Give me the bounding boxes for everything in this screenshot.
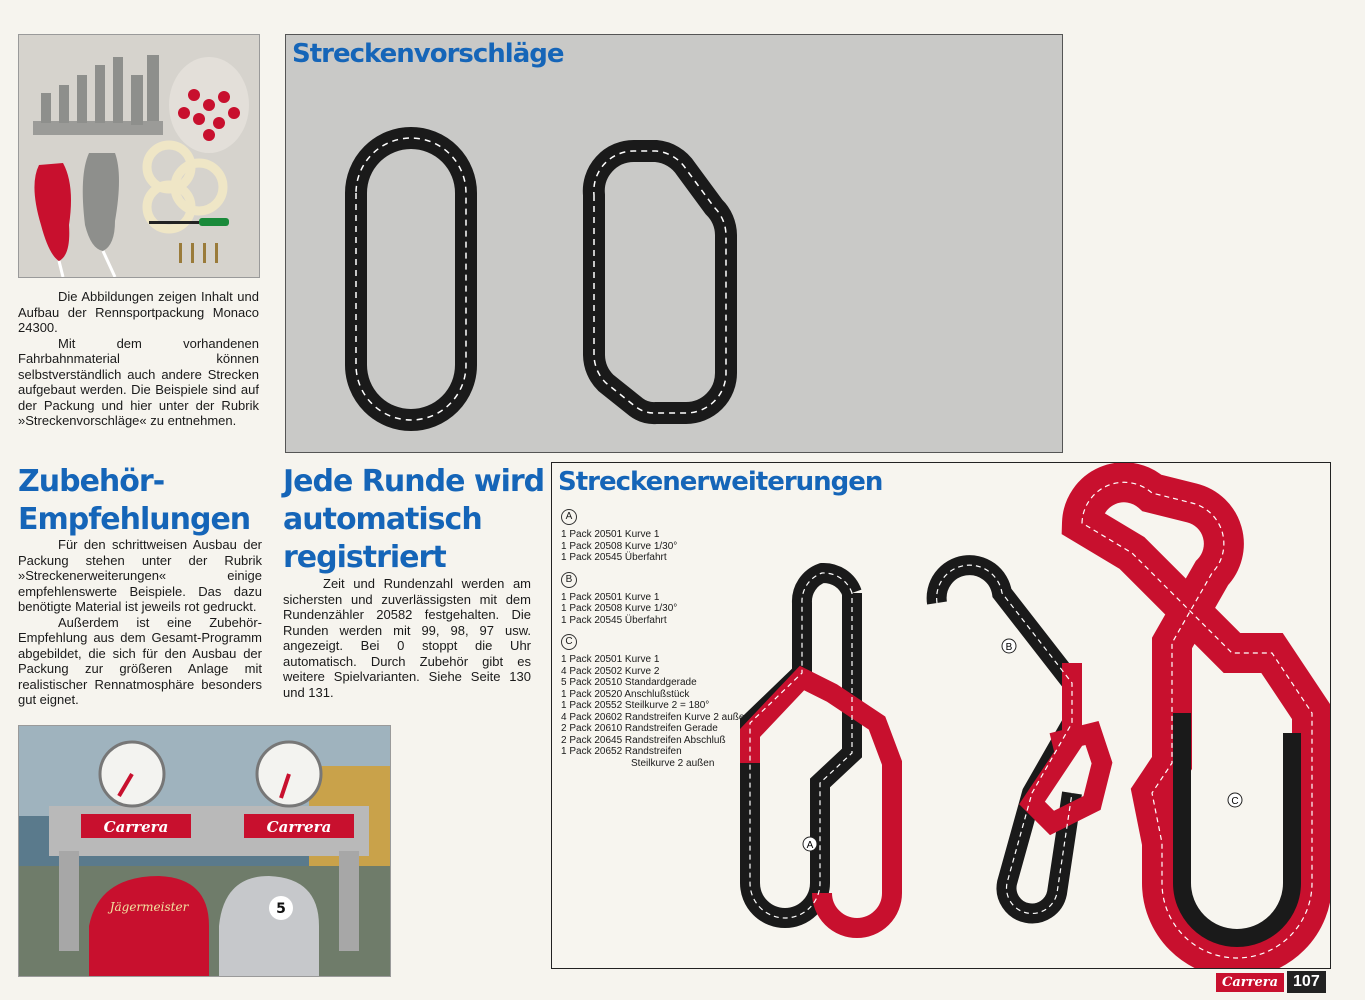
- legend-c-line-5: 1 Pack 20552 Steilkurve 2 = 180°: [561, 700, 710, 711]
- legend-b-line-2: 1 Pack 20508 Kurve 1/30°: [561, 603, 678, 614]
- track-extensions-panel: [551, 462, 1331, 969]
- photo-car-sponsor: Jägermeister: [109, 900, 189, 914]
- page-number: 107: [1287, 971, 1326, 993]
- track-c-red-outer: [1082, 482, 1312, 958]
- page-footer: [1216, 971, 1326, 993]
- track-label-b: B: [1005, 642, 1013, 653]
- legend-a-line-2: 1 Pack 20508 Kurve 1/30°: [561, 540, 678, 552]
- legend-letter-b: B: [561, 572, 577, 588]
- lapcounter-paragraph-1: Zeit und Rundenzahl werden am sichersten und zuverlässigsten mit dem Rundenzähler 20582 festgehalten. Die Runden werden mit 99, 98, 97 usw. angezeigt. Bei 0 stoppt die Uhr automatisch. Durch Zubehör gibt es weitere Spielvarianten. Siehe Seite 130 und 131.: [283, 576, 531, 700]
- accessories-paragraph-1: Für den schrittweisen Ausbau der Packung stehen unter der Rubrik »Streckenerweiterungen« einige empfehlenswerte Beispiele. Das dazu benötigte Material ist jeweils rot gedruckt.: [18, 537, 262, 614]
- legend-letter-c: C: [561, 634, 577, 650]
- intro-text: [18, 289, 259, 429]
- legend-c-line-3: 5 Pack 20510 Standardgerade: [561, 677, 697, 688]
- legend-letter-a: A: [561, 509, 577, 525]
- legend-c-line-6: 4 Pack 20602 Randstreifen Kurve 2 außen: [561, 711, 751, 723]
- track-suggestions-panel: [285, 34, 1063, 453]
- legend-b-line-1: 1 Pack 20501 Kurve 1: [561, 591, 660, 603]
- legend-c-line-2: 4 Pack 20502 Kurve 2: [561, 665, 660, 677]
- accessories-paragraph-2: Außerdem ist eine Zubehör-Empfehlung aus dem Gesamt-Programm abgebildet, die sich für den Ausbau der Packung zur größeren Anlage mit realistischer Rennatmosphäre besonders gut eignet.: [18, 614, 262, 707]
- legend-c-line-1: 1 Pack 20501 Kurve 1: [561, 654, 660, 665]
- lapcounter-heading-line-1: Jede Runde wird: [283, 464, 545, 499]
- lapcounter-heading-line-2: automatisch: [283, 502, 482, 537]
- legend-b-line-3: 1 Pack 20545 Überfahrt: [561, 614, 667, 626]
- accessories-heading-line-1: Zubehör-: [18, 464, 165, 499]
- track-extensions-diagram: [552, 463, 1330, 968]
- photo-brand-2: Carrera: [266, 818, 332, 836]
- race-photo: [18, 725, 391, 977]
- race-photo-illustration: [19, 726, 390, 976]
- photo-brand-1: Carrera: [103, 818, 169, 836]
- product-photo-illustration: [19, 35, 259, 277]
- accessories-heading-line-2: Empfehlungen: [18, 502, 251, 537]
- track-extensions-title: Streckenerweiterungen: [558, 467, 883, 497]
- legend-c-line-10: Steilkurve 2 außen: [631, 757, 715, 769]
- accessories-text: [18, 537, 262, 708]
- legend-c-line-7: 2 Pack 20610 Randstreifen Gerade: [561, 723, 718, 734]
- legend-c-line-9: 1 Pack 20652 Randstreifen: [561, 746, 682, 757]
- track-label-c: C: [1231, 796, 1239, 807]
- legend-a-line-1: 1 Pack 20501 Kurve 1: [561, 529, 660, 540]
- intro-paragraph-2: Mit dem vorhandenen Fahrbahnmaterial können selbstverständlich auch andere Strecken aufgebaut werden. Die Beispiele sind auf der Packung und hier unter der Rubrik »Streckenvorschläge« zu entnehmen.: [18, 335, 259, 428]
- track-c-black: [1182, 713, 1292, 938]
- lapcounter-heading: [283, 463, 544, 577]
- footer-brand-logo: Carrera: [1216, 973, 1284, 992]
- product-photo: [18, 34, 260, 278]
- track-suggestions-title: Streckenvorschläge: [292, 39, 564, 69]
- lapcounter-text: [283, 576, 531, 700]
- track-suggestions-diagram: [286, 35, 1062, 452]
- accessories-heading: [18, 463, 250, 539]
- photo-car-number: 5: [276, 901, 286, 917]
- legend-a-line-3: 1 Pack 20545 Überfahrt: [561, 552, 667, 563]
- intro-paragraph-1: Die Abbildungen zeigen Inhalt und Aufbau der Rennsportpackung Monaco 24300.: [18, 289, 259, 335]
- track-label-a: A: [806, 840, 814, 851]
- legend-c-line-8: 2 Pack 20645 Randstreifen Abschluß: [561, 734, 726, 746]
- track-a-black: [750, 573, 852, 918]
- lapcounter-heading-line-3: registriert: [283, 540, 446, 575]
- legend-c-line-4: 1 Pack 20520 Anschlußstück: [561, 688, 690, 700]
